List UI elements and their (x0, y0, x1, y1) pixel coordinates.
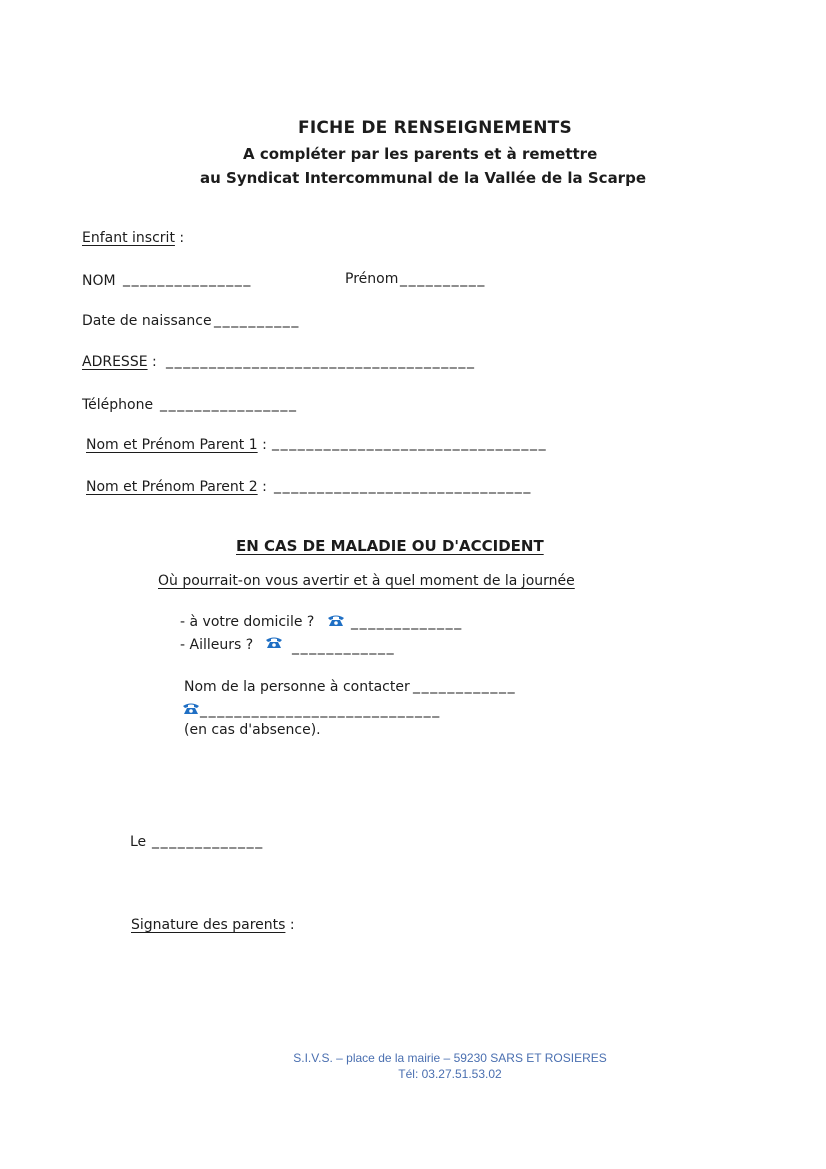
parent1-label: Nom et Prénom Parent 1 : (86, 437, 267, 453)
telephone-icon (327, 612, 345, 625)
subtitle-line-1: A compléter par les parents et à remettre (243, 145, 598, 163)
telephone-icon (182, 700, 200, 713)
parent2-field[interactable]: ______________________________ (274, 478, 532, 494)
prenom-label: Prénom (345, 271, 399, 287)
prenom-field[interactable]: __________ (400, 271, 486, 287)
adresse-field[interactable]: ____________________________________ (166, 353, 476, 369)
telephone-field[interactable]: ________________ (160, 396, 298, 412)
nom-field[interactable]: _______________ (123, 271, 252, 287)
absence-note: (en cas d'absence). (184, 722, 321, 738)
le-label: Le (130, 834, 147, 850)
footer-phone: Tél: 03.27.51.53.02 (398, 1067, 502, 1081)
adresse-label: ADRESSE : (82, 354, 157, 370)
elsewhere-phone-field[interactable]: ____________ (292, 639, 396, 655)
signature-label: Signature des parents : (131, 917, 295, 933)
parent2-label: Nom et Prénom Parent 2 : (86, 479, 267, 495)
telephone-label: Téléphone (82, 397, 154, 413)
dob-label: Date de naissance (82, 313, 212, 329)
home-phone-field[interactable]: _____________ (351, 614, 463, 630)
dob-field[interactable]: __________ (214, 312, 300, 328)
elsewhere-label: - Ailleurs ? (180, 637, 254, 653)
emergency-heading: EN CAS DE MALADIE OU D'ACCIDENT (236, 537, 544, 555)
page-title: FICHE DE RENSEIGNEMENTS (298, 118, 572, 138)
subtitle-line-2: au Syndicat Intercommunal de la Vallée de la Scarpe (200, 169, 646, 187)
contact-label: Nom de la personne à contacter (184, 679, 410, 695)
nom-label: NOM (82, 273, 116, 289)
contact-name-field[interactable]: ____________ (413, 678, 517, 694)
contact-phone-field[interactable]: ____________________________ (200, 702, 441, 718)
parent1-field[interactable]: ________________________________ (272, 435, 548, 451)
date-field[interactable]: _____________ (152, 833, 264, 849)
child-section-label: Enfant inscrit : (82, 230, 185, 246)
telephone-icon (265, 634, 283, 647)
footer-address: S.I.V.S. – place de la mairie – 59230 SARS ET ROSIERES (293, 1051, 607, 1065)
emergency-question: Où pourrait-on vous avertir et à quel moment de la journée (158, 573, 575, 589)
home-label: - à votre domicile ? (180, 614, 315, 630)
